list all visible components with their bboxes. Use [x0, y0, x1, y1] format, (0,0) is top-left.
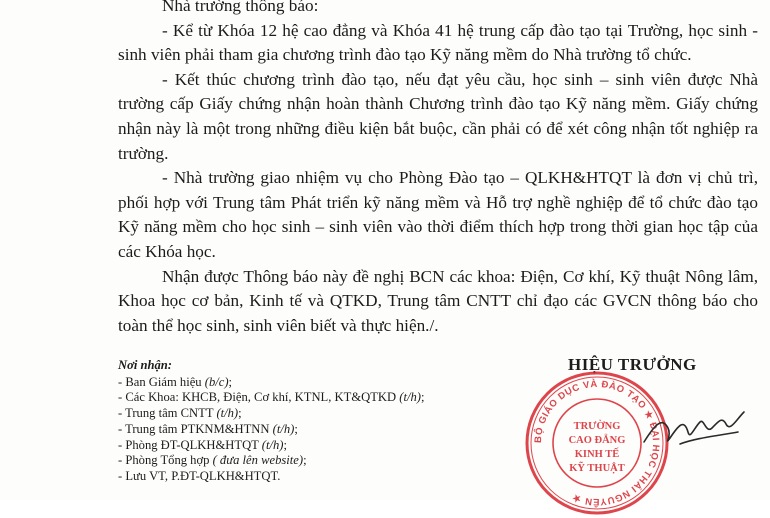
svg-text:KINH TẾ: KINH TẾ — [574, 449, 620, 460]
recipients-block — [118, 358, 538, 485]
recipient-item: - Trung tâm PTKNM&HTNN (t/h); — [118, 421, 298, 436]
recipient-item: - Trung tâm CNTT (t/h); — [118, 406, 242, 421]
paragraph-request: Nhận được Thông báo này đề nghị BCN các khoa: Điện, Cơ khí, Kỹ thuật Nông lâm, Khoa học cơ bản, Kinh tế và QTKD, Trung tâm CNTT chỉ đạo các GVCN thông báo cho toàn thể học sinh, sinh viên biết và thực hiện./. — [118, 266, 758, 335]
recipient-item: - Phòng ĐT-QLKH&HTQT (t/h); — [118, 437, 287, 452]
svg-text:BỘ GIÁO DỤC VÀ ĐÀO TẠO ★ ĐẠI H: BỘ GIÁO DỤC VÀ ĐÀO TẠO ★ ĐẠI HỌC THÁI NGUYÊN ★ — [532, 378, 662, 508]
paragraph-assignment: - Nhà trường giao nhiệm vụ cho Phòng Đào tạo – QLKH&HTQT là đơn vị chủ trì, phối hợp với Trung tâm Phát triển kỹ năng mềm và Hỗ trợ nghề nghiệp để tổ chức đào tạo Kỹ năng mềm cho học sinh – sinh viên vào thời điểm thích hợp trong thời gian học tập của các Khóa học. — [118, 168, 758, 261]
signer-title: HIỆU TRƯỞNG — [568, 355, 697, 374]
paragraph-certificate: - Kết thúc chương trình đào tạo, nếu đạt yêu cầu, học sinh – sinh viên được Nhà trường cấp Giấy chứng nhận hoàn thành Chương trình đào tạo Kỹ năng mềm. Giấy chứng nhận này là một trong những điều kiện bắt buộc, cần phải có để xét công nhận tốt nghiệp ra trường. — [118, 69, 758, 163]
paragraph-soft-skills-requirement: - Kể từ Khóa 12 hệ cao đẳng và Khóa 41 hệ trung cấp đào tạo tại Trường, học sinh - sinh viên phải tham gia chương trình đào tạo Kỹ năng mềm do Nhà trường tổ chức. — [118, 20, 758, 65]
recipient-item: - Ban Giám hiệu (b/c); — [118, 374, 233, 389]
svg-text:KỸ THUẬT: KỸ THUẬT — [569, 463, 625, 474]
svg-text:TRƯỜNG: TRƯỜNG — [573, 421, 621, 432]
handwritten-signature — [640, 398, 750, 458]
notice-body — [118, 0, 758, 338]
recipients-heading: Nơi nhận: — [118, 358, 173, 372]
paragraph-intro: Nhà trường thông báo: — [162, 0, 319, 15]
recipient-item: - Lưu VT, P.ĐT-QLKH&HTQT. — [118, 468, 281, 483]
svg-text:CAO ĐẲNG: CAO ĐẲNG — [568, 435, 626, 446]
recipient-item: - Phòng Tổng hợp ( đưa lên website); — [118, 453, 307, 468]
recipient-item: - Các Khoa: KHCB, Điện, Cơ khí, KTNL, KT&QTKD (t/h); — [118, 390, 425, 405]
